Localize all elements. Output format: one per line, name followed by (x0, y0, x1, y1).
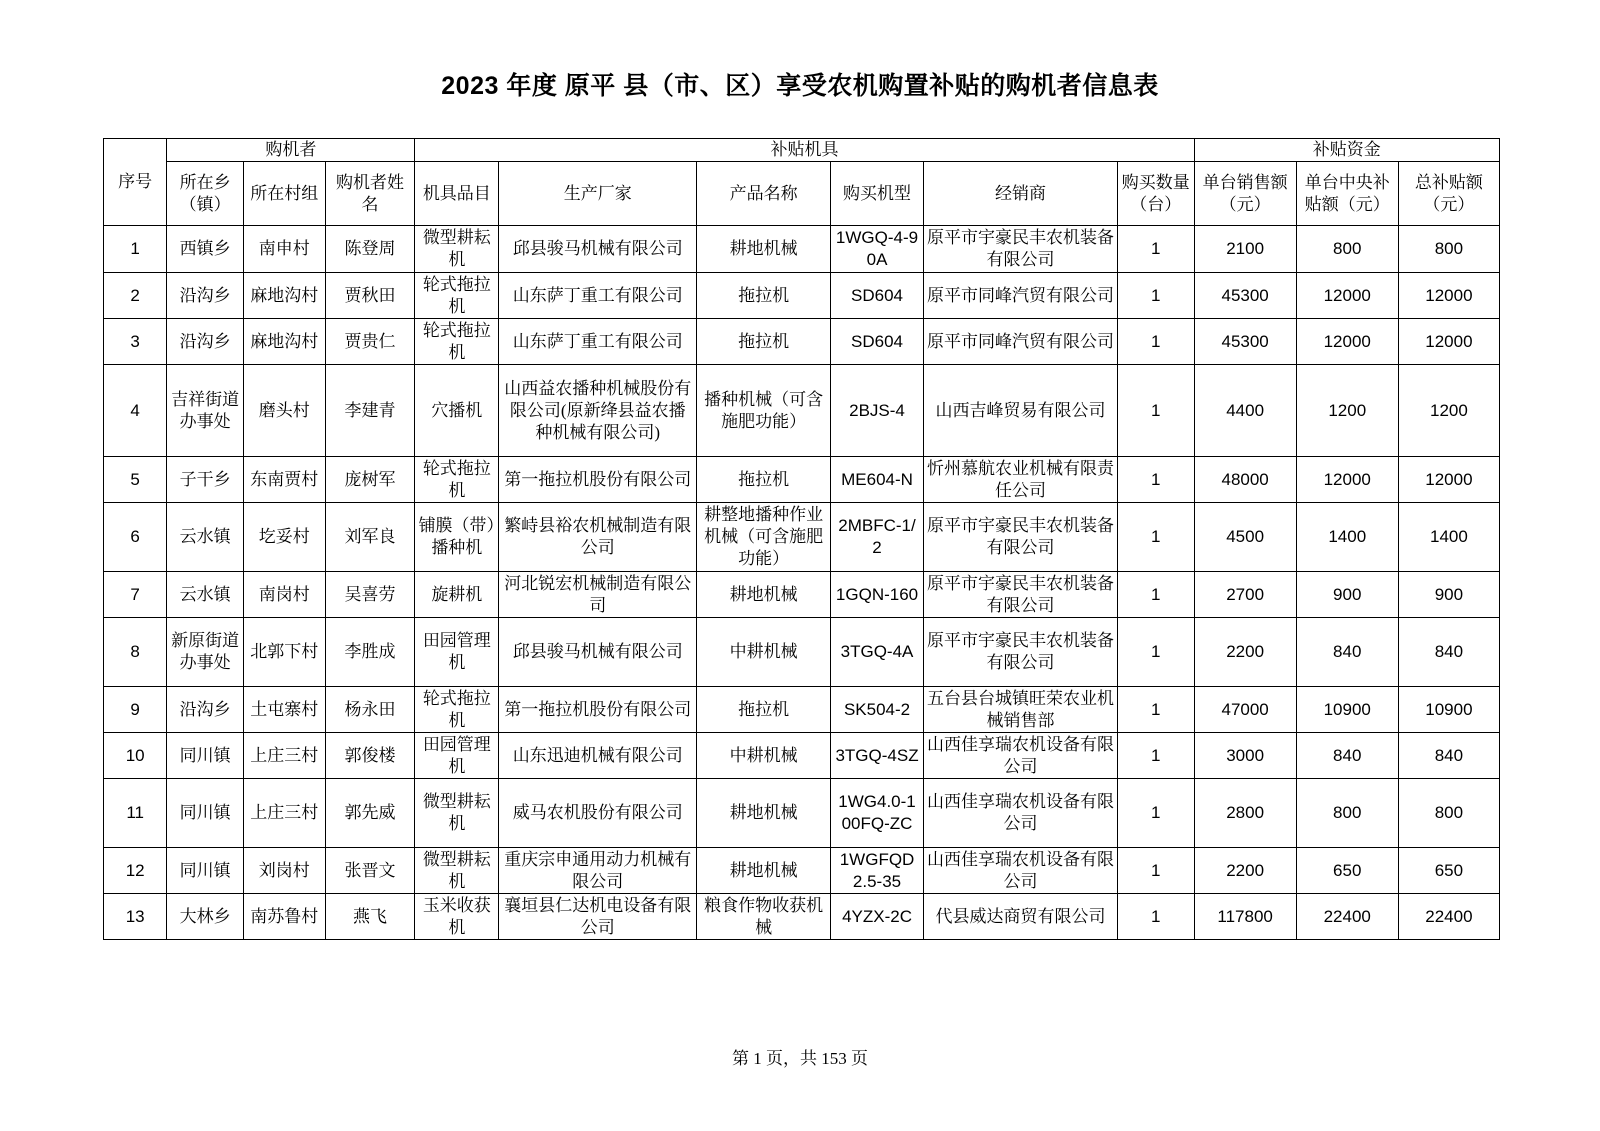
village-cell: 南岗村 (243, 572, 325, 618)
seq-cell: 11 (104, 779, 167, 848)
total-cell: 22400 (1398, 894, 1499, 940)
product-cell: 拖拉机 (697, 273, 831, 319)
category-cell: 穴播机 (415, 365, 499, 457)
total-cell: 650 (1398, 848, 1499, 894)
central-cell: 800 (1296, 779, 1398, 848)
central-cell: 840 (1296, 733, 1398, 779)
total-cell: 1400 (1398, 503, 1499, 572)
model-cell: 2MBFC-1/2 (831, 503, 924, 572)
name-cell: 郭先威 (325, 779, 415, 848)
table-row (104, 779, 1500, 848)
qty-cell: 1 (1118, 572, 1195, 618)
model-cell: 2BJS-4 (831, 365, 924, 457)
model-cell: SD604 (831, 319, 924, 365)
header-total: 总补贴额（元） (1398, 162, 1499, 226)
name-cell: 贾秋田 (325, 273, 415, 319)
name-cell: 吴喜劳 (325, 572, 415, 618)
town-cell: 大林乡 (167, 894, 244, 940)
product-cell: 拖拉机 (697, 687, 831, 733)
model-cell: 1WG4.0-100FQ-ZC (831, 779, 924, 848)
category-cell: 旋耕机 (415, 572, 499, 618)
group-funds: 补贴资金 (1194, 139, 1499, 162)
town-cell: 同川镇 (167, 779, 244, 848)
village-cell: 北郭下村 (243, 618, 325, 687)
seq-cell: 9 (104, 687, 167, 733)
town-cell: 云水镇 (167, 572, 244, 618)
central-cell: 12000 (1296, 319, 1398, 365)
product-cell: 耕地机械 (697, 226, 831, 273)
subsidy-table (103, 138, 1500, 940)
table-row (104, 848, 1500, 894)
table-row (104, 457, 1500, 503)
qty-cell: 1 (1118, 848, 1195, 894)
header-category: 机具品目 (415, 162, 499, 226)
central-cell: 10900 (1296, 687, 1398, 733)
product-cell: 耕地机械 (697, 572, 831, 618)
header-name: 购机者姓名 (325, 162, 415, 226)
maker-cell: 襄垣县仁达机电设备有限公司 (499, 894, 697, 940)
name-cell: 贾贵仁 (325, 319, 415, 365)
product-cell: 拖拉机 (697, 319, 831, 365)
seq-cell: 13 (104, 894, 167, 940)
seq-cell: 1 (104, 226, 167, 273)
model-cell: ME604-N (831, 457, 924, 503)
model-cell: 4YZX-2C (831, 894, 924, 940)
page-footer: 第 1 页，共 153 页 (732, 1049, 868, 1068)
town-cell: 子干乡 (167, 457, 244, 503)
header-village: 所在村组 (243, 162, 325, 226)
category-cell: 田园管理机 (415, 733, 499, 779)
village-cell: 麻地沟村 (243, 273, 325, 319)
price-cell: 48000 (1194, 457, 1296, 503)
dealer-cell: 原平市同峰汽贸有限公司 (923, 319, 1117, 365)
town-cell: 吉祥街道办事处 (167, 365, 244, 457)
price-cell: 47000 (1194, 687, 1296, 733)
table-row (104, 273, 1500, 319)
qty-cell: 1 (1118, 457, 1195, 503)
category-cell: 玉米收获机 (415, 894, 499, 940)
product-cell: 耕地机械 (697, 779, 831, 848)
seq-cell: 5 (104, 457, 167, 503)
maker-cell: 邱县骏马机械有限公司 (499, 618, 697, 687)
model-cell: 3TGQ-4SZ (831, 733, 924, 779)
village-cell: 麻地沟村 (243, 319, 325, 365)
total-cell: 800 (1398, 779, 1499, 848)
dealer-cell: 山西佳享瑞农机设备有限公司 (923, 779, 1117, 848)
price-cell: 2200 (1194, 848, 1296, 894)
dealer-cell: 山西佳享瑞农机设备有限公司 (923, 733, 1117, 779)
seq-cell: 4 (104, 365, 167, 457)
village-cell: 南苏鲁村 (243, 894, 325, 940)
central-cell: 12000 (1296, 457, 1398, 503)
qty-cell: 1 (1118, 226, 1195, 273)
table-row (104, 365, 1500, 457)
price-cell: 45300 (1194, 273, 1296, 319)
product-cell: 播种机械（可含施肥功能） (697, 365, 831, 457)
central-cell: 12000 (1296, 273, 1398, 319)
name-cell: 张晋文 (325, 848, 415, 894)
model-cell: 3TGQ-4A (831, 618, 924, 687)
product-cell: 中耕机械 (697, 733, 831, 779)
village-cell: 圪妥村 (243, 503, 325, 572)
header-dealer: 经销商 (923, 162, 1117, 226)
name-cell: 刘军良 (325, 503, 415, 572)
dealer-cell: 忻州慕航农业机械有限责任公司 (923, 457, 1117, 503)
category-cell: 轮式拖拉机 (415, 319, 499, 365)
dealer-cell: 原平市宇豪民丰农机装备有限公司 (923, 503, 1117, 572)
name-cell: 李建青 (325, 365, 415, 457)
village-cell: 磨头村 (243, 365, 325, 457)
table-row (104, 319, 1500, 365)
category-cell: 微型耕耘机 (415, 848, 499, 894)
total-cell: 840 (1398, 618, 1499, 687)
qty-cell: 1 (1118, 618, 1195, 687)
price-cell: 117800 (1194, 894, 1296, 940)
name-cell: 庞树军 (325, 457, 415, 503)
name-cell: 李胜成 (325, 618, 415, 687)
price-cell: 4500 (1194, 503, 1296, 572)
header-maker: 生产厂家 (499, 162, 697, 226)
table-row (104, 503, 1500, 572)
model-cell: 1WGQ-4-90A (831, 226, 924, 273)
central-cell: 900 (1296, 572, 1398, 618)
table-row (104, 226, 1500, 273)
name-cell: 陈登周 (325, 226, 415, 273)
category-cell: 微型耕耘机 (415, 779, 499, 848)
maker-cell: 山东萨丁重工有限公司 (499, 319, 697, 365)
total-cell: 12000 (1398, 457, 1499, 503)
group-buyer: 购机者 (167, 139, 415, 162)
dealer-cell: 原平市宇豪民丰农机装备有限公司 (923, 618, 1117, 687)
dealer-cell: 原平市宇豪民丰农机装备有限公司 (923, 226, 1117, 273)
seq-cell: 7 (104, 572, 167, 618)
page-title: 2023 年度 原平 县（市、区）享受农机购置补贴的购机者信息表 (441, 72, 1159, 100)
price-cell: 2200 (1194, 618, 1296, 687)
total-cell: 800 (1398, 226, 1499, 273)
maker-cell: 河北锐宏机械制造有限公司 (499, 572, 697, 618)
seq-cell: 3 (104, 319, 167, 365)
header-seq: 序号 (104, 139, 167, 226)
category-cell: 铺膜（带）播种机 (415, 503, 499, 572)
table-row (104, 733, 1500, 779)
seq-cell: 10 (104, 733, 167, 779)
price-cell: 4400 (1194, 365, 1296, 457)
village-cell: 东南贾村 (243, 457, 325, 503)
village-cell: 上庄三村 (243, 733, 325, 779)
table-body (104, 226, 1500, 940)
town-cell: 同川镇 (167, 848, 244, 894)
maker-cell: 重庆宗申通用动力机械有限公司 (499, 848, 697, 894)
category-cell: 微型耕耘机 (415, 226, 499, 273)
central-cell: 1400 (1296, 503, 1398, 572)
qty-cell: 1 (1118, 894, 1195, 940)
maker-cell: 山东迅迪机械有限公司 (499, 733, 697, 779)
header-model: 购买机型 (831, 162, 924, 226)
maker-cell: 邱县骏马机械有限公司 (499, 226, 697, 273)
seq-cell: 8 (104, 618, 167, 687)
total-cell: 12000 (1398, 273, 1499, 319)
town-cell: 西镇乡 (167, 226, 244, 273)
qty-cell: 1 (1118, 733, 1195, 779)
qty-cell: 1 (1118, 273, 1195, 319)
category-cell: 田园管理机 (415, 618, 499, 687)
town-cell: 新原街道办事处 (167, 618, 244, 687)
table-row (104, 687, 1500, 733)
category-cell: 轮式拖拉机 (415, 687, 499, 733)
price-cell: 2700 (1194, 572, 1296, 618)
qty-cell: 1 (1118, 365, 1195, 457)
town-cell: 同川镇 (167, 733, 244, 779)
product-cell: 耕地机械 (697, 848, 831, 894)
header-town: 所在乡（镇） (167, 162, 244, 226)
dealer-cell: 山西佳享瑞农机设备有限公司 (923, 848, 1117, 894)
seq-cell: 12 (104, 848, 167, 894)
dealer-cell: 五台县台城镇旺荣农业机械销售部 (923, 687, 1117, 733)
total-cell: 12000 (1398, 319, 1499, 365)
town-cell: 沿沟乡 (167, 687, 244, 733)
group-machine: 补贴机具 (415, 139, 1194, 162)
total-cell: 1200 (1398, 365, 1499, 457)
price-cell: 45300 (1194, 319, 1296, 365)
dealer-cell: 山西吉峰贸易有限公司 (923, 365, 1117, 457)
maker-cell: 山东萨丁重工有限公司 (499, 273, 697, 319)
seq-cell: 6 (104, 503, 167, 572)
maker-cell: 山西益农播种机械股份有限公司(原新绛县益农播种机械有限公司) (499, 365, 697, 457)
category-cell: 轮式拖拉机 (415, 273, 499, 319)
name-cell: 郭俊楼 (325, 733, 415, 779)
product-cell: 粮食作物收获机械 (697, 894, 831, 940)
total-cell: 840 (1398, 733, 1499, 779)
village-cell: 上庄三村 (243, 779, 325, 848)
model-cell: SK504-2 (831, 687, 924, 733)
total-cell: 900 (1398, 572, 1499, 618)
model-cell: 1WGFQD2.5-35 (831, 848, 924, 894)
model-cell: SD604 (831, 273, 924, 319)
maker-cell: 第一拖拉机股份有限公司 (499, 457, 697, 503)
dealer-cell: 代县威达商贸有限公司 (923, 894, 1117, 940)
village-cell: 南申村 (243, 226, 325, 273)
qty-cell: 1 (1118, 779, 1195, 848)
name-cell: 燕飞 (325, 894, 415, 940)
village-cell: 土屯寨村 (243, 687, 325, 733)
header-central: 单台中央补贴额（元） (1296, 162, 1398, 226)
central-cell: 800 (1296, 226, 1398, 273)
price-cell: 2800 (1194, 779, 1296, 848)
price-cell: 3000 (1194, 733, 1296, 779)
header-qty: 购买数量（台） (1118, 162, 1195, 226)
dealer-cell: 原平市宇豪民丰农机装备有限公司 (923, 572, 1117, 618)
maker-cell: 第一拖拉机股份有限公司 (499, 687, 697, 733)
village-cell: 刘岗村 (243, 848, 325, 894)
table-row (104, 572, 1500, 618)
central-cell: 650 (1296, 848, 1398, 894)
table-row (104, 894, 1500, 940)
central-cell: 840 (1296, 618, 1398, 687)
qty-cell: 1 (1118, 319, 1195, 365)
central-cell: 1200 (1296, 365, 1398, 457)
name-cell: 杨永田 (325, 687, 415, 733)
qty-cell: 1 (1118, 503, 1195, 572)
category-cell: 轮式拖拉机 (415, 457, 499, 503)
maker-cell: 威马农机股份有限公司 (499, 779, 697, 848)
table-row (104, 618, 1500, 687)
town-cell: 云水镇 (167, 503, 244, 572)
header-price: 单台销售额（元） (1194, 162, 1296, 226)
dealer-cell: 原平市同峰汽贸有限公司 (923, 273, 1117, 319)
central-cell: 22400 (1296, 894, 1398, 940)
product-cell: 耕整地播种作业机械（可含施肥功能） (697, 503, 831, 572)
qty-cell: 1 (1118, 687, 1195, 733)
town-cell: 沿沟乡 (167, 273, 244, 319)
product-cell: 拖拉机 (697, 457, 831, 503)
total-cell: 10900 (1398, 687, 1499, 733)
seq-cell: 2 (104, 273, 167, 319)
model-cell: 1GQN-160 (831, 572, 924, 618)
header-product: 产品名称 (697, 162, 831, 226)
town-cell: 沿沟乡 (167, 319, 244, 365)
product-cell: 中耕机械 (697, 618, 831, 687)
maker-cell: 繁峙县裕农机械制造有限公司 (499, 503, 697, 572)
price-cell: 2100 (1194, 226, 1296, 273)
